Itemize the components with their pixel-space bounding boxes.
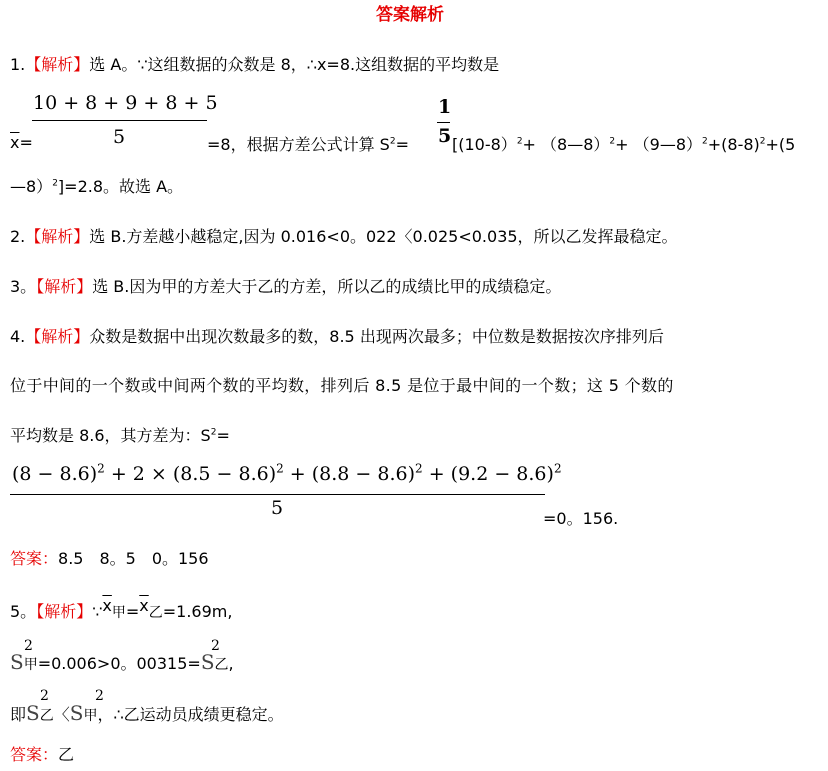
q1-frac-bar: [32, 120, 207, 121]
q1-line1-text: 选 A。∵这组数据的众数是 8，∴x=8.这组数据的平均数是: [89, 55, 500, 74]
q4-num-term-a: (8 − 8.6): [12, 463, 98, 485]
q5-line3: [10, 703, 284, 723]
q1-one-fifth-bar: [437, 122, 450, 123]
q4-result: =0。156.: [543, 509, 619, 528]
page-title: 答案解析: [376, 5, 444, 25]
q1-formula-sq-b: 2: [609, 136, 616, 147]
q4-num-sq-c: 2: [415, 461, 423, 476]
q4-frac-denominator: 5: [271, 497, 284, 519]
q5-x-yi-sub: 乙: [148, 605, 163, 621]
q1-xbar: [10, 135, 33, 151]
q1-line1: [10, 57, 499, 73]
q4-line3: [10, 428, 230, 444]
q5-x-jia: $\overline{x}$: [102, 596, 112, 615]
q1-line3-term: —8）: [10, 177, 53, 196]
q5-number: 5。: [10, 602, 37, 621]
q5-s-jia2: S: [69, 701, 84, 725]
q5-s-yi: S: [200, 650, 215, 674]
q2-text: 选 B.方差越小越稳定,因为 0.016<0。022〈0.025<0.035，所以乙发挥最稳定。: [89, 227, 678, 246]
q4-frac-bar: [10, 494, 545, 495]
q1-formula-term-e: +(5: [765, 135, 796, 154]
q1-formula-term-c: + （9—8）: [615, 135, 702, 154]
q1-one-fifth-denominator: 5: [438, 125, 452, 147]
q3-text: 选 B.因为甲的方差大于乙的方差，所以乙的成绩比甲的成绩稳定。: [92, 277, 562, 296]
q1-after-frac-text: =8，根据方差公式计算 S: [207, 135, 390, 154]
q5-x-yi: $\overline{x}$: [139, 596, 149, 615]
q1-x-symbol: $\overline{x}$: [10, 133, 20, 152]
q5-eq: =: [125, 602, 140, 621]
q5-line3-start: 即: [10, 705, 27, 724]
q4-answer-label: 答案：: [10, 549, 59, 568]
q1-number: 1.: [10, 55, 26, 74]
q2-line: [10, 229, 678, 245]
q5-lt: 〈: [53, 705, 70, 724]
q1-line3-end: ]=2.8。故选 A。: [57, 177, 184, 196]
q1-frac-numerator: 10 + 8 + 9 + 8 + 5: [33, 92, 218, 114]
q5-answer-value: 乙: [58, 745, 75, 764]
q4-number: 4.: [10, 327, 26, 346]
q1-s-eq: =: [395, 135, 409, 154]
q5-s-yi2-sub: 乙: [39, 708, 54, 724]
q5-s-yi2: S: [26, 701, 40, 725]
q5-s-jia2-sub: 甲: [83, 708, 98, 724]
q5-s-jia-square: 2: [24, 638, 33, 654]
q4-line2: 位于中间的一个数或中间两个数的平均数，排列后 8.5 是位于最中间的一个数；这 5 个数的: [10, 376, 674, 395]
q5-line3-end: ，∴乙运动员成绩更稳定。: [97, 705, 284, 724]
q4-line3-eq: =: [216, 426, 230, 445]
q1-formula-term-d: +(8-8): [707, 135, 760, 154]
q1-formula: [452, 137, 795, 153]
q5-s-jia: S: [10, 650, 24, 674]
q5-answer-line: [10, 747, 74, 763]
q4-num-term-d: + (9.2 − 8.6): [422, 463, 554, 485]
q5-jiexi-label: 【解析】: [36, 602, 93, 621]
q2-number: 2.: [10, 227, 26, 246]
q4-line1-text: 众数是数据中出现次数最多的数，8.5 出现两次最多；中位数是数据按次序排列后: [89, 327, 664, 346]
q4-answer-value: 8.5 8。5 0。156: [58, 549, 209, 568]
q4-s-square: 2: [210, 427, 217, 438]
q5-s-yi-square: 2: [211, 638, 220, 654]
q5-s-jia2-square: 2: [95, 688, 104, 704]
q4-line3-text: 平均数是 8.6，其方差为：S: [10, 426, 211, 445]
q1-formula-term-b: + （8—8）: [522, 135, 610, 154]
q5-x-jia-sub: 甲: [111, 605, 126, 621]
q3-number: 3。: [10, 277, 37, 296]
q1-formula-sq-d: 2: [759, 136, 766, 147]
q1-formula-term-a: [(10-8）: [452, 135, 517, 154]
q5-answer-label: 答案：: [10, 745, 59, 764]
q5-s-yi2-square: 2: [40, 688, 49, 704]
q4-frac-numerator: [12, 461, 562, 485]
q3-jiexi-label: 【解析】: [36, 277, 93, 296]
q4-num-sq-d: 2: [553, 461, 562, 476]
q1-s-square: 2: [389, 136, 396, 147]
q1-line3: [10, 179, 183, 195]
q4-num-term-c: + (8.8 − 8.6): [283, 463, 416, 485]
q1-frac-denominator: 5: [113, 126, 126, 148]
q1-formula-sq-a: 2: [516, 136, 523, 147]
q5-s-jia-sub: 甲: [23, 657, 38, 673]
q1-jiexi-label: 【解析】: [25, 55, 90, 74]
q5-s-yi-sub: 乙: [214, 657, 229, 673]
q4-line1: [10, 329, 664, 345]
q1-after-frac: [207, 137, 409, 153]
q4-jiexi-label: 【解析】: [25, 327, 90, 346]
q4-answer-line: [10, 551, 209, 567]
q5-line2-end: ,: [228, 654, 234, 673]
q3-line: [10, 279, 561, 295]
q5-because: ∵: [92, 602, 103, 621]
q5-line1: [10, 596, 233, 621]
q5-line2: [10, 652, 234, 672]
q5-line1-end: =1.69m,: [162, 602, 233, 621]
q4-num-sq-b: 2: [276, 461, 284, 476]
q1-xbar-eq: =: [19, 133, 33, 152]
q4-num-term-b: + 2 × (8.5 − 8.6): [104, 463, 277, 485]
q2-jiexi-label: 【解析】: [25, 227, 90, 246]
q1-one-fifth-numerator: 1: [438, 96, 452, 118]
q1-formula-sq-c: 2: [702, 136, 708, 147]
q5-line2-mid: =0.006>0。00315=: [37, 654, 201, 673]
q1-line3-sq: 2: [52, 178, 58, 189]
q4-num-sq-a: 2: [97, 461, 105, 476]
